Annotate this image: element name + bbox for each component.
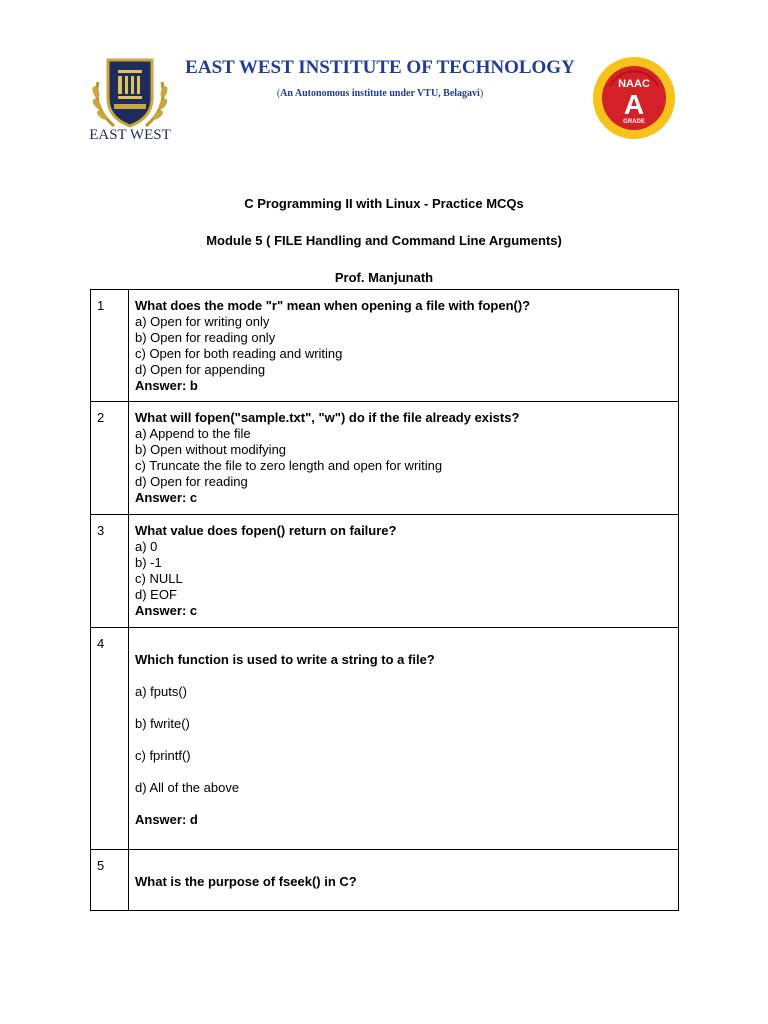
question-text: Which function is used to write a string to a file? <box>135 652 435 667</box>
question-number: 2 <box>91 402 129 515</box>
option: d) EOF <box>135 587 177 602</box>
option: c) Open for both reading and writing <box>135 346 343 361</box>
option: d) Open for appending <box>135 362 266 377</box>
question-number: 4 <box>91 628 129 850</box>
document-header <box>0 0 768 160</box>
table-row <box>91 850 679 911</box>
table-row <box>91 290 679 402</box>
answer: Answer: b <box>135 378 198 393</box>
table-row <box>91 628 679 850</box>
institute-name: EAST WEST INSTITUTE OF TECHNOLOGY <box>185 57 575 78</box>
answer: Answer: d <box>135 812 198 827</box>
answer: Answer: c <box>135 490 198 505</box>
logo-wordmark: EAST WEST <box>89 127 171 143</box>
naac-letter: A <box>623 89 645 120</box>
naac-grade-badge-icon <box>592 56 676 140</box>
question-number: 5 <box>91 850 129 911</box>
question-cell <box>129 628 679 850</box>
question-cell <box>129 290 679 402</box>
question-cell <box>129 850 679 911</box>
naac-grade: GRADE <box>623 119 645 125</box>
answer: Answer: c <box>135 603 198 618</box>
option: c) Truncate the file to zero length and open for writing <box>135 458 443 473</box>
option: a) fputs() <box>135 684 188 699</box>
option: b) Open for reading only <box>135 330 276 345</box>
question-cell <box>129 515 679 628</box>
option: b) Open without modifying <box>135 442 287 457</box>
option: a) Append to the file <box>135 426 251 441</box>
option: d) All of the above <box>135 780 240 795</box>
question-number: 3 <box>91 515 129 628</box>
question-text: What is the purpose of fseek() in C? <box>135 874 357 889</box>
option: c) NULL <box>135 571 183 586</box>
author-name: Prof. Manjunath <box>334 270 434 285</box>
question-number: 1 <box>91 290 129 402</box>
question-text: What value does fopen() return on failure? <box>135 523 397 538</box>
option: c) fprintf() <box>135 748 191 763</box>
question-text: What does the mode "r" mean when opening a file with fopen()? <box>135 298 531 313</box>
course-title: C Programming II with Linux - Practice MCQs <box>244 196 524 211</box>
table-row <box>91 515 679 628</box>
question-text: What will fopen("sample.txt", "w") do if the file already exists? <box>135 410 520 425</box>
option: d) Open for reading <box>135 474 248 489</box>
naac-label: NAAC <box>618 78 650 90</box>
institute-subtitle: (An Autonomous institute under VTU, Belagavi) <box>276 88 484 99</box>
option: a) Open for writing only <box>135 314 270 329</box>
option: a) 0 <box>135 539 158 554</box>
question-cell <box>129 402 679 515</box>
table-row <box>91 402 679 515</box>
module-title: Module 5 ( FILE Handling and Command Line Arguments) <box>206 233 562 248</box>
option: b) fwrite() <box>135 716 190 731</box>
option: b) -1 <box>135 555 162 570</box>
mcq-table <box>90 289 679 911</box>
